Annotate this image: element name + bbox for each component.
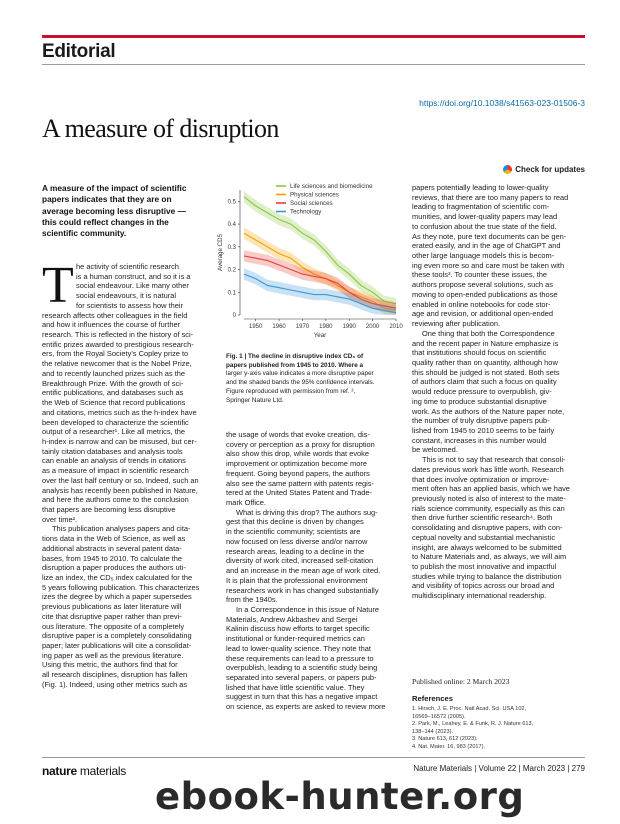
y-tick-label: 0.2 [227, 267, 236, 274]
body-line: work. As the authors of the Nature paper note, [412, 406, 565, 416]
y-tick-label: 0.5 [227, 199, 236, 206]
published-date: Published online: 2 March 2023 [412, 677, 510, 686]
body-line: covery or perception as a proxy for disruption [226, 439, 375, 449]
body-line: dates previous work has little worth. Research [412, 464, 564, 474]
body-line: lished from 1945 to 2010 seems to be fairly [412, 425, 555, 435]
body-line: It is plain that the professional environment [226, 575, 368, 585]
body-line: tered at the United States Patent and Trade- [226, 488, 372, 498]
body-line: This is not to say that research that consoli- [422, 455, 566, 465]
body-line: enabled in online notebooks for code stor- [412, 299, 551, 309]
body-line: can enable an analysis of trends in citations [42, 456, 186, 466]
body-line: cite that disruptive paper rather than previ- [42, 611, 182, 621]
reference-line: 2. Park, M., Leahey, E. & Funk, R. J. Nature 613, [412, 721, 534, 727]
legend-entry: Technology [290, 208, 322, 216]
body-line: One thing that both the Correspondence [422, 328, 555, 338]
reference-line: 138–144 (2023). [412, 728, 454, 735]
body-line: research areas, leading to a decline in the [226, 546, 365, 556]
body-line: tainly citation databases and analysis tools [42, 446, 183, 456]
body-line: studies while trying to balance the distribution [412, 571, 562, 581]
body-line: analysis has recently been published in Nature, [42, 485, 198, 495]
body-line: other large language models this is becom- [412, 251, 555, 261]
body-line: disruption a paper produces the authors uti- [42, 563, 186, 573]
body-line: ing paper as well as the previous literature. [42, 650, 184, 660]
body-line: authors propose several solutions, such as [412, 280, 553, 290]
header-rule [42, 64, 585, 65]
body-line: of authors claim that such a focus on quality [412, 377, 557, 387]
body-line: reviews, that there are too many papers to read [412, 192, 569, 202]
x-tick-label: 1990 [342, 324, 356, 330]
drop-cap: T [42, 257, 74, 314]
disruption-chart [214, 180, 404, 350]
body-line: these requirements can lead to a pressure to [226, 653, 374, 663]
body-line: researchers work in has changed substantially [226, 585, 379, 595]
body-line: social endeavour. Like many other [76, 281, 189, 291]
body-line: As they note, pure text documents can be gen- [412, 231, 567, 241]
body-line: that papers are becoming less disruptive [42, 504, 176, 514]
y-tick-label: 0.4 [227, 222, 236, 229]
body-line: to Nature Materials and, as always, we will aim [412, 552, 567, 562]
check-updates-button[interactable] [503, 165, 585, 174]
body-line: research affects other colleagues in the field [42, 310, 188, 320]
body-line: 5 years following publication. This characterizes [42, 582, 200, 592]
body-line: from the 1940s. [226, 595, 278, 605]
x-tick-label: 2000 [365, 324, 380, 330]
y-tick-label: 0.1 [227, 290, 236, 297]
y-axis-label: Average CD5 [217, 233, 224, 272]
caption-line: larger y-axis value indicates a more disruptive paper [226, 370, 374, 378]
body-line: also show this drop, while words that evoke [226, 449, 370, 459]
body-line: ing even more so and care must be taken with [412, 260, 565, 270]
body-line: izes the degree by which a paper supersedes [42, 592, 192, 602]
journal-name-light: materials [79, 764, 126, 778]
body-line: the Web of Science that record publications [42, 398, 186, 408]
body-line: over time². [42, 514, 78, 524]
body-line: institutional or funder-required metrics can [226, 634, 365, 644]
body-line: he activity of scientific research [76, 262, 179, 271]
body-line: and visibility of topics across our broad and [412, 581, 555, 591]
body-line: quality rather than on quantity, although how [412, 357, 558, 367]
body-line: overpublish, leading to a scientific study being [226, 663, 378, 673]
body-line: leading to fragmentation of scientific com- [412, 202, 550, 212]
page-info [413, 764, 585, 773]
caption-line: Fig. 1 | The decline in disruptive index CD₅ of [226, 353, 364, 360]
body-line: Using this metric, the authors find that for [42, 660, 178, 670]
body-line: and the recent paper in Nature emphasize is [412, 338, 559, 348]
standfirst-line: scientific community. [42, 228, 127, 239]
body-line: entific prizes awarded to prestigious research- [42, 339, 194, 349]
body-line: and an increase in the mean age of work cited. [226, 566, 381, 576]
standfirst-line: A measure of the impact of scientific [42, 183, 187, 193]
body-line: is a human construct, and so it is a [76, 271, 191, 281]
volume-info: Nature Materials | Volume 22 | March 2023 | 279 [413, 764, 585, 773]
body-line: (Fig. 1). Indeed, using other metrics such as [42, 679, 188, 689]
body-line: the relative newcomer that is the Nobel Prize, [42, 359, 192, 369]
body-column-2 [226, 430, 398, 712]
body-line: tions data in the Web of Science, as well as [42, 534, 186, 544]
body-line: and how it influences the course of further [42, 320, 181, 330]
body-line: and citations, metrics such as the h-index have [42, 407, 197, 417]
body-line: to confusion about the true state of the field. [412, 221, 557, 231]
standfirst-line: average becoming less disruptive — [42, 205, 186, 216]
legend-entry: Life sciences and biomedicine [290, 183, 373, 191]
body-line: consolidating and disruptive papers, with con- [412, 523, 563, 533]
body-line: bases, from 1945 to 2010. To calculate the [42, 553, 183, 563]
body-line: on science, as experts are asked to review more [226, 702, 386, 712]
body-line: output of a researcher¹. Like all metrics, the [42, 427, 186, 437]
body-line: now focused on less diverse and/or narrow [226, 536, 368, 546]
watermark: ebook-hunter.org [155, 775, 525, 818]
body-line: Kalinin discuss how efforts to target specific [226, 624, 370, 634]
body-line: this should be judged is not stated. Both sets [412, 367, 560, 377]
caption-line: Figure reproduced with permission from ref. ², [226, 387, 356, 395]
body-line: diversity of work cited, increased self-citation [226, 556, 374, 566]
body-line: be welcomed. [412, 445, 458, 455]
body-line: age and revision, or additional open-ended [412, 309, 554, 319]
body-line: h-index is narrow and can be misused, but cer- [42, 436, 197, 446]
body-line: previously noted is also of interest to the mate- [412, 494, 566, 503]
body-line: papers potentially leading to lower-quality [412, 183, 549, 192]
body-line: separated into several papers, or papers pub- [226, 672, 377, 682]
body-line: ers, from the Royal Society’s Copley prize to [42, 349, 189, 359]
body-line: frequent. Going beyond papers, the authors [226, 468, 370, 478]
x-tick-label: 1960 [272, 324, 286, 330]
section-label: Editorial [42, 41, 116, 62]
body-line: been developed to characterize the scientific [42, 417, 189, 427]
body-line: then drive further scientific research⁴. Both [412, 513, 553, 523]
body-line: to publish the most innovative and impactful [412, 562, 557, 572]
x-tick-label: 1980 [319, 324, 333, 330]
body-line: What is driving this drop? The authors sug- [236, 507, 378, 517]
body-line: as a measure of impact in scientific research [42, 466, 189, 476]
body-line: constant, increases in this number would [412, 435, 547, 445]
caption-line: papers published from 1945 to 2010. Where a [226, 361, 364, 369]
check-updates-label: Check for updates [515, 165, 585, 174]
body-line: these tools³. To counter these issues, the [412, 270, 548, 280]
body-line: suggest in turn that this has a negative impact [226, 692, 378, 702]
body-line: In a Correspondence in this issue of Nature [236, 604, 380, 614]
body-line: ing time to produce substantial disruptive [412, 396, 547, 406]
standfirst [42, 183, 210, 239]
body-line: ceptual novelty and substantial mechanistic [412, 532, 556, 542]
caption-line: and the shaded bands the 95% confidence intervals. [226, 379, 375, 387]
reference-line: 3. Nature 613, 612 (2023). [412, 736, 478, 742]
body-line: the usage of words that evoke creation, dis- [226, 430, 370, 439]
standfirst-line: this could reflect changes in the [42, 216, 169, 227]
body-line: that institutions should focus on scientific [412, 348, 547, 358]
x-axis-label: Year [313, 332, 327, 339]
crossmark-icon [503, 165, 512, 174]
doi-link[interactable]: https://doi.org/10.1038/s41563-023-01506-3 [419, 98, 585, 108]
body-line: entific publications, and databases such as [42, 388, 184, 398]
figure-caption [226, 353, 396, 405]
body-line: This publication analyses papers and cita- [52, 524, 191, 534]
y-tick-label: 0.3 [227, 244, 236, 251]
body-line: improvement or optimization become more [226, 459, 367, 469]
x-tick-label: 1970 [295, 324, 310, 330]
x-tick-label: 2010 [389, 324, 403, 330]
y-tick-label: 0 [232, 313, 236, 319]
footer-rule [42, 757, 585, 758]
body-line: mark Office. [226, 498, 266, 508]
reference-line: 1. Hirsch, J. E. Proc. Natl Acad. Sci. USA 102, [412, 706, 527, 712]
body-line: moving to open-ended publications as those [412, 289, 558, 299]
body-line: would reduce pressure to overpublish, giv- [412, 387, 552, 397]
journal-name-bold: nature [42, 764, 77, 778]
body-line: erated easily, and in the age of ChatGPT and [412, 241, 561, 251]
body-line: lished that have little scientific value. They [226, 682, 365, 692]
legend-entry: Physical sciences [290, 191, 339, 199]
body-line: over the last half century or so. Indeed, such an [42, 475, 199, 485]
body-line: rials science community, especially as this can [412, 503, 565, 513]
body-line: lead to lower-quality science. They note that [226, 643, 371, 653]
body-line: multidisciplinary international readership. [412, 591, 547, 601]
body-line: also see the same pattern with patents regis- [226, 478, 375, 488]
body-line: munities, and lower-quality papers may lead [412, 212, 558, 222]
body-line: ous literature. The opposite of a completely [42, 621, 185, 631]
caption-line: Springer Nature Ltd. [226, 396, 284, 404]
references-list [412, 706, 587, 751]
body-line: social endeavours, it is natural [76, 291, 177, 301]
x-tick-label: 1950 [249, 324, 263, 330]
body-line: the number of truly disruptive papers pub- [412, 416, 550, 426]
body-column-3 [412, 183, 587, 601]
reference-line: 16569–16572 (2005). [412, 713, 466, 720]
body-column-1 [42, 257, 212, 690]
body-line: disruptive paper is a completely consolidating [42, 631, 192, 641]
body-line: Materials, Andrew Akbashev and Sergei [226, 614, 358, 624]
journal-logo [42, 764, 126, 778]
legend-entry: Social sciences [290, 200, 333, 208]
body-line: Breakthrough Prize. With the growth of sci- [42, 378, 184, 388]
body-line: reviewing after publication. [412, 319, 501, 329]
reference-line: 4. Nat. Mater. 16, 983 (2017). [412, 743, 486, 750]
body-line: all research disciplines, disruption has fallen [42, 670, 188, 680]
body-line: insight, are always welcomed to be submitted [412, 542, 562, 552]
body-line: research. This is reflected in the history of sci- [42, 330, 194, 340]
body-line: paper; later publications will cite a consolidat- [42, 641, 192, 651]
top-accent-bar [42, 35, 585, 38]
body-line: ment often has an applied basis, which we have [412, 484, 570, 494]
body-line: previous publications as later literature will [42, 602, 182, 612]
references-heading: References [412, 694, 453, 703]
body-line: that does involve optimization or improve- [412, 474, 550, 484]
body-line: and to recently launched prizes such as the [42, 368, 186, 378]
body-line: and here the authors come to the conclusion [42, 495, 189, 505]
standfirst-line: papers indicates that they are on [42, 194, 172, 205]
body-line: lize an index, the CD₅ index calculated for the [42, 573, 193, 582]
body-line: in the scientific community; scientists are [226, 527, 361, 537]
body-line: gest that this decline is driven by changes [226, 517, 364, 527]
article-title: A measure of disruption [42, 114, 279, 143]
body-line: additional abstracts in several patent data- [42, 543, 182, 553]
body-line: for scientists to assess how their [76, 300, 184, 310]
